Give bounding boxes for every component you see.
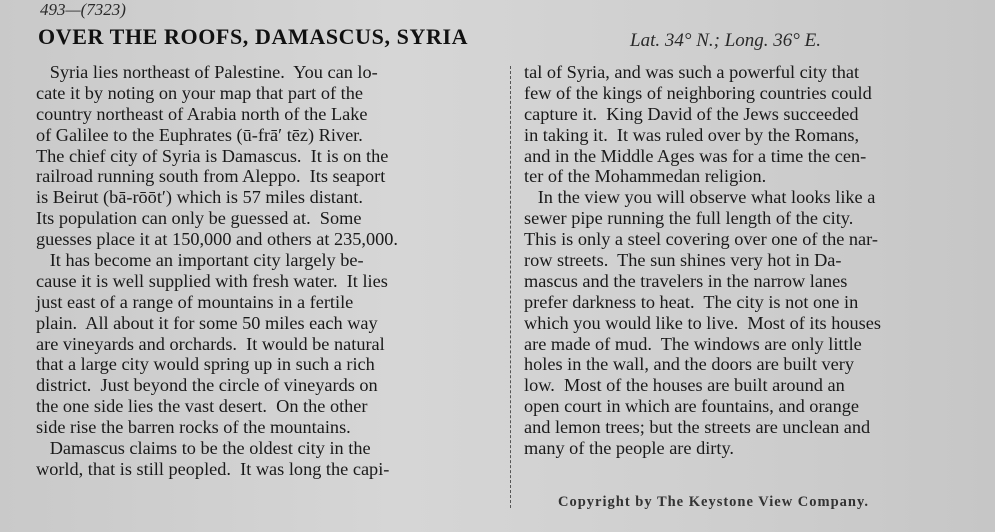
text-line: are vineyards and orchards. It would be natural xyxy=(36,333,385,354)
text-line: district. Just beyond the circle of vineyards on xyxy=(36,375,378,396)
coordinates: Lat. 34° N.; Long. 36° E. xyxy=(630,30,821,51)
text-line: The chief city of Syria is Damascus. It is on the xyxy=(36,145,389,166)
text-line: ter of the Mohammedan religion. xyxy=(524,166,767,187)
text-line: many of the people are dirty. xyxy=(524,438,734,459)
text-line: which you would like to live. Most of its houses xyxy=(524,312,881,333)
text-line: few of the kings of neighboring countries could xyxy=(524,82,872,103)
text-line: prefer darkness to heat. The city is not one in xyxy=(524,291,859,312)
right-text-column xyxy=(524,62,990,459)
text-line: is Beirut (bā-rōōt′) which is 57 miles distant. xyxy=(36,187,363,208)
text-line: are made of mud. The windows are only little xyxy=(524,333,862,354)
text-line: tal of Syria, and was such a powerful city that xyxy=(524,62,860,82)
copyright-notice: Copyright by The Keystone View Company. xyxy=(558,494,870,510)
text-line: guesses place it at 150,000 and others at 235,000. xyxy=(36,229,398,250)
text-line: cate it by noting on your map that part of the xyxy=(36,82,363,103)
text-line: railroad running south from Aleppo. Its seaport xyxy=(36,166,386,187)
text-line: It has become an important city largely be- xyxy=(36,250,364,271)
text-line: of Galilee to the Euphrates (ū-frā′ tēz) River. xyxy=(36,124,363,145)
text-line: mascus and the travelers in the narrow lanes xyxy=(524,270,848,291)
text-line: the one side lies the vast desert. On the other xyxy=(36,396,368,417)
text-line: country northeast of Arabia north of the Lake xyxy=(36,103,368,124)
text-line: sewer pipe running the full length of the city. xyxy=(524,208,854,229)
text-line: that a large city would spring up in such a rich xyxy=(36,354,375,375)
text-line: in taking it. It was ruled over by the Romans, xyxy=(524,124,860,145)
text-line: capture it. King David of the Jews succeeded xyxy=(524,103,859,124)
left-text-column xyxy=(36,62,502,480)
text-line: cause it is well supplied with fresh water. It lies xyxy=(36,270,388,291)
text-line: This is only a steel covering over one of the nar- xyxy=(524,229,878,250)
text-line: Its population can only be guessed at. Some xyxy=(36,208,362,229)
page-title: OVER THE ROOFS, DAMASCUS, SYRIA xyxy=(38,24,469,49)
text-line: low. Most of the houses are built around an xyxy=(524,375,845,396)
text-line: In the view you will observe what looks like a xyxy=(524,187,876,208)
text-line: just east of a range of mountains in a fertile xyxy=(36,291,354,312)
text-line: Damascus claims to be the oldest city in the xyxy=(36,438,371,459)
text-line: Syria lies northeast of Palestine. You can lo- xyxy=(36,62,378,82)
text-line: world, that is still peopled. It was long the capi- xyxy=(36,458,390,479)
text-line: plain. All about it for some 50 miles each way xyxy=(36,312,378,333)
column-divider xyxy=(510,66,511,508)
text-line: side rise the barren rocks of the mountains. xyxy=(36,417,351,438)
text-line: open court in which are fountains, and orange xyxy=(524,396,860,417)
text-line: and in the Middle Ages was for a time the cen- xyxy=(524,145,867,166)
text-line: row streets. The sun shines very hot in Da- xyxy=(524,250,842,271)
text-line: and lemon trees; but the streets are unclean and xyxy=(524,417,871,438)
text-line: holes in the wall, and the doors are built very xyxy=(524,354,854,375)
catalog-number: 493—(7323) xyxy=(40,0,126,19)
